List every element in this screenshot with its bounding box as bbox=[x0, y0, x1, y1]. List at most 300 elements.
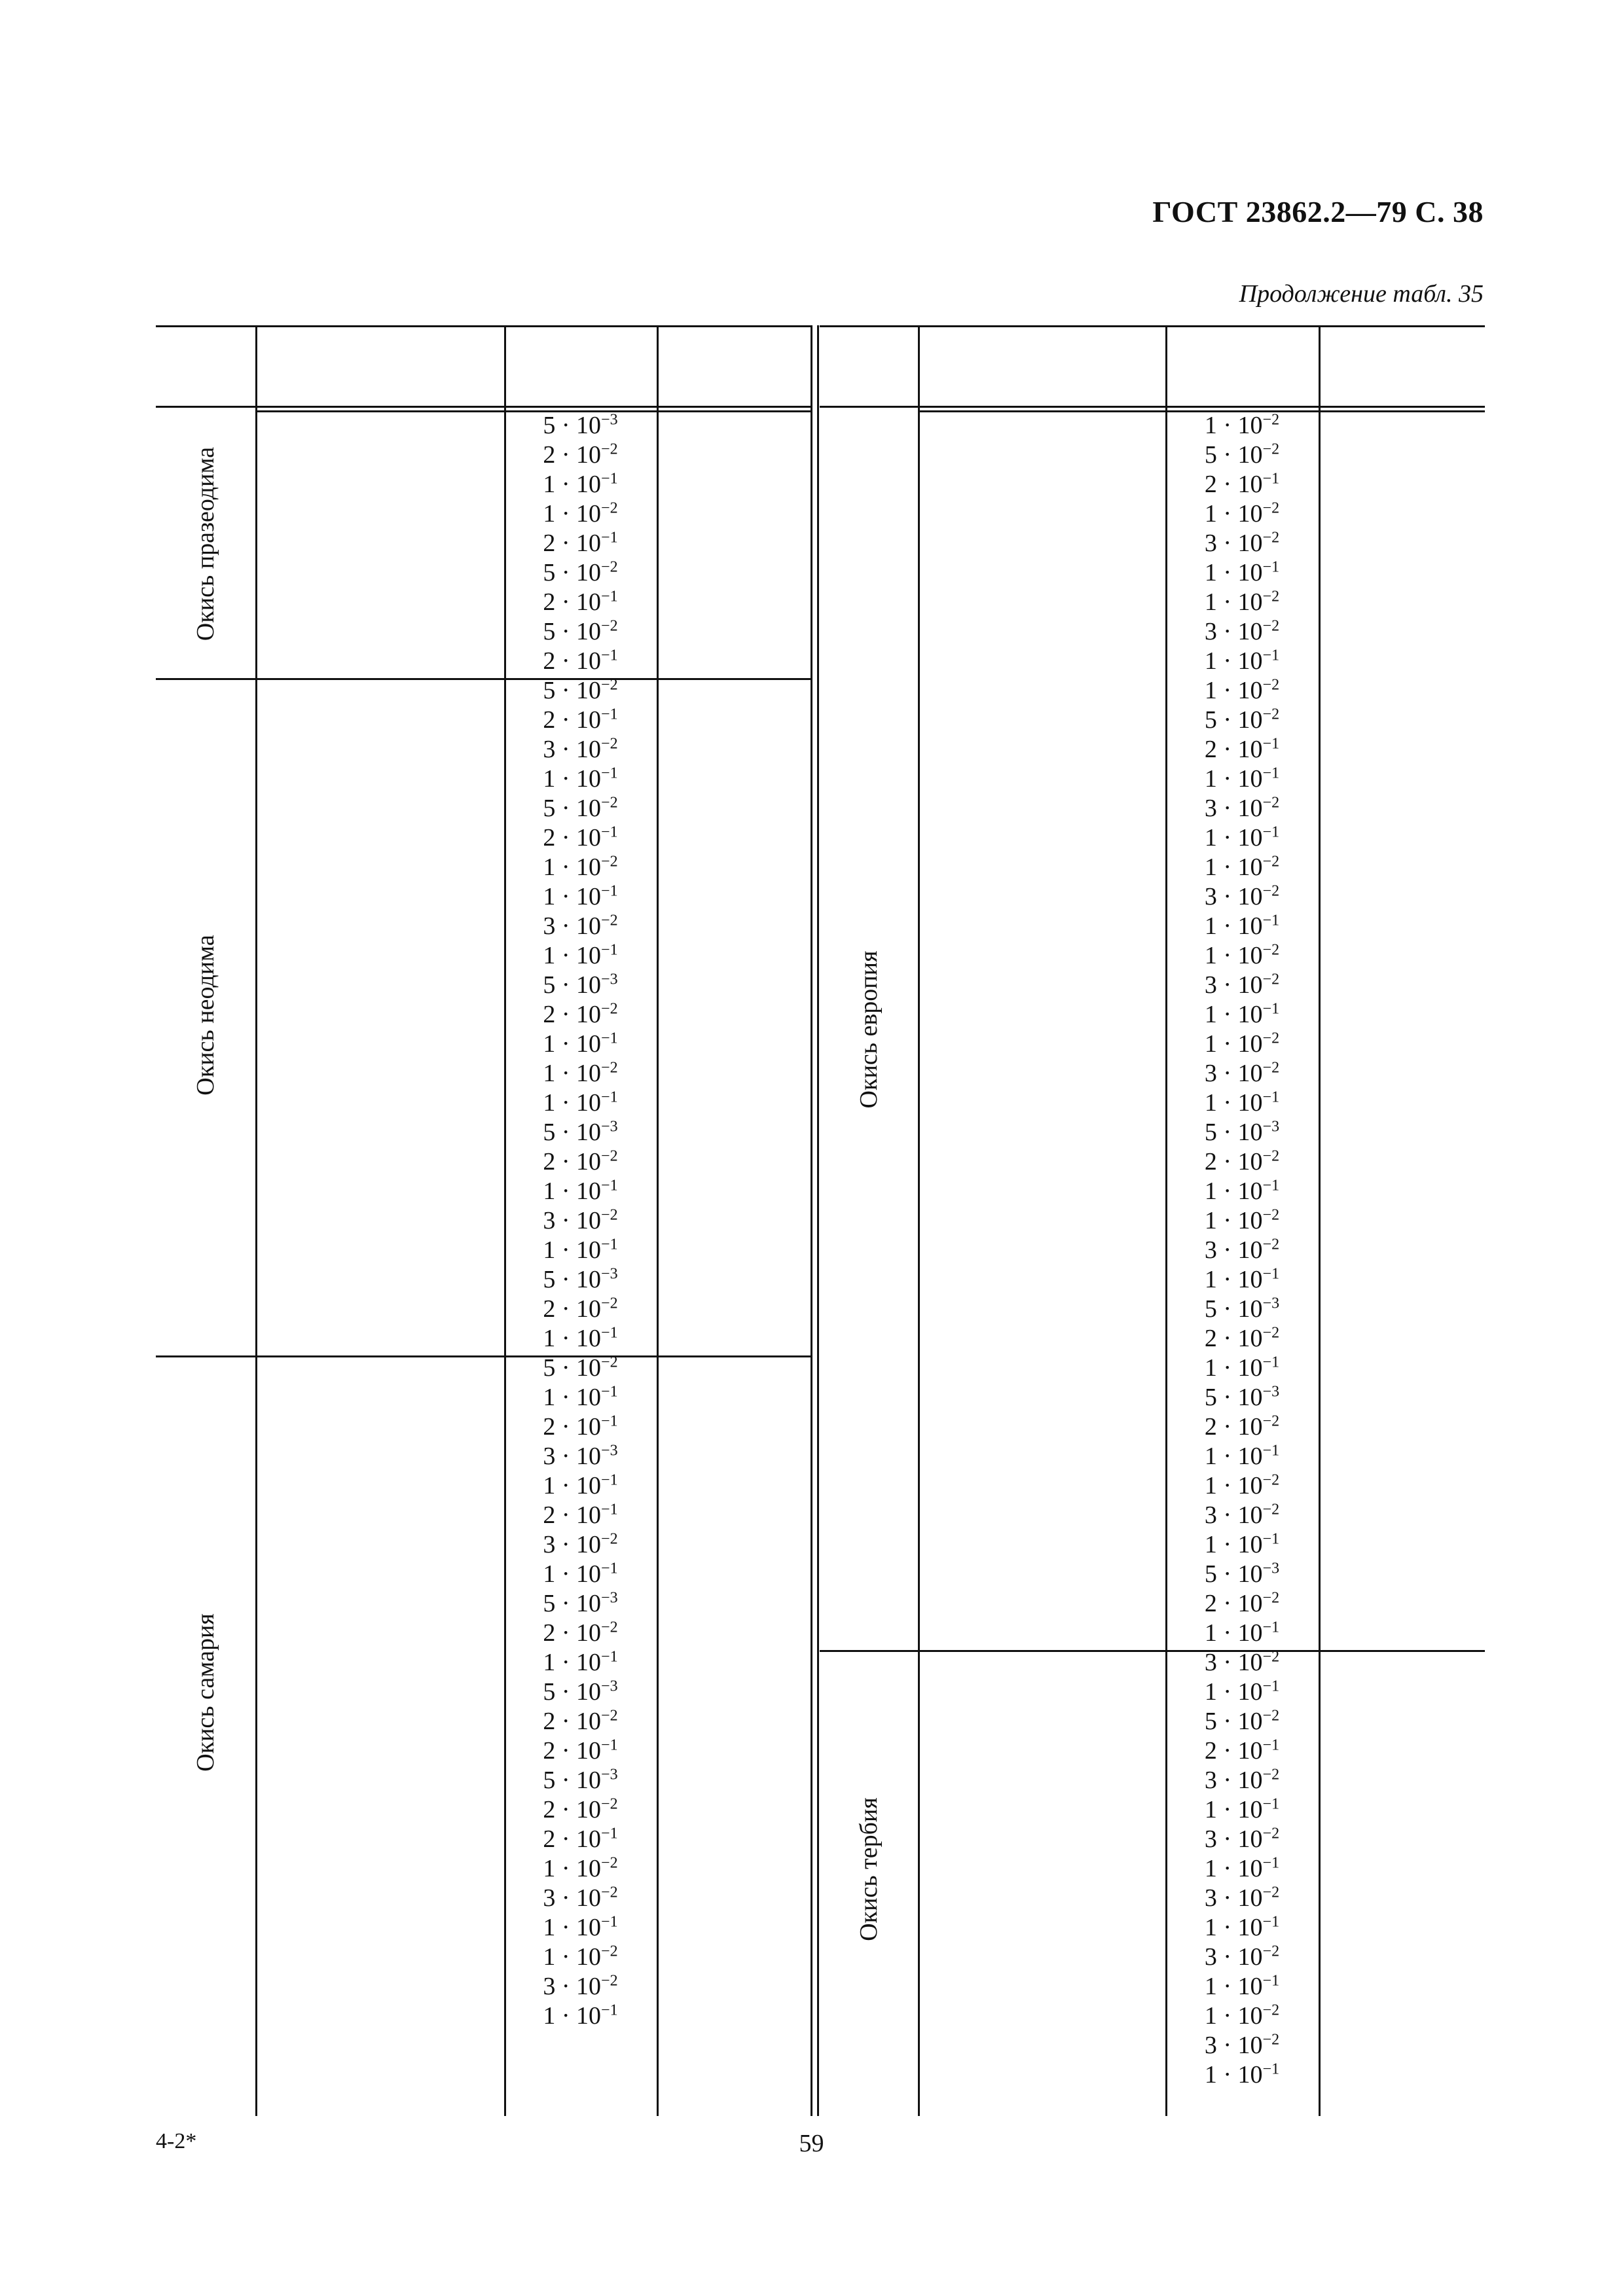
mass-fraction bbox=[1165, 764, 1319, 794]
mass-fraction bbox=[1165, 1648, 1319, 1677]
left-col-rule bbox=[657, 325, 659, 2116]
mass-fraction bbox=[1165, 1442, 1319, 1471]
mass-fraction-base: 5 · 10 bbox=[543, 559, 602, 586]
mass-fraction bbox=[504, 1383, 657, 1412]
mass-fraction-exponent: −2 bbox=[601, 853, 618, 870]
mass-fraction bbox=[504, 411, 657, 440]
mass-fraction bbox=[504, 2001, 657, 2031]
mass-fraction bbox=[504, 1265, 657, 1295]
mass-fraction bbox=[1165, 1677, 1319, 1707]
mass-fraction-exponent: −1 bbox=[601, 1030, 618, 1047]
mass-fraction bbox=[1165, 971, 1319, 1000]
mass-fraction bbox=[504, 440, 657, 470]
mass-fraction bbox=[1165, 794, 1319, 823]
mass-fraction-base: 1 · 10 bbox=[1204, 1089, 1263, 1117]
mass-fraction bbox=[504, 1677, 657, 1707]
mass-fraction-base: 1 · 10 bbox=[543, 1384, 602, 1411]
mass-fraction bbox=[1165, 1147, 1319, 1177]
mass-fraction-exponent: −1 bbox=[601, 1471, 618, 1489]
mass-fraction-exponent: −2 bbox=[1262, 676, 1280, 694]
mass-fraction bbox=[1165, 647, 1319, 676]
page-header: ГОСТ 23862.2—79 С. 38 bbox=[1152, 195, 1484, 228]
mass-fraction-base: 3 · 10 bbox=[1204, 1501, 1263, 1529]
mass-fraction bbox=[1165, 529, 1319, 558]
mass-fraction bbox=[1165, 1265, 1319, 1295]
mass-fraction-base: 5 · 10 bbox=[543, 971, 602, 999]
mass-fraction-base: 5 · 10 bbox=[1204, 441, 1263, 469]
mass-fraction bbox=[1165, 1795, 1319, 1825]
mass-fraction-base: 3 · 10 bbox=[1204, 1767, 1263, 1794]
mass-fraction-base: 2 · 10 bbox=[543, 1708, 602, 1735]
mass-fraction-exponent: −3 bbox=[601, 1589, 618, 1607]
mass-fraction-exponent: −2 bbox=[1262, 499, 1280, 517]
mass-fraction bbox=[504, 1825, 657, 1854]
mass-fraction bbox=[504, 1000, 657, 1030]
base-material-label: Окись европия bbox=[855, 950, 883, 1109]
mass-fraction-exponent: −1 bbox=[601, 1236, 618, 1253]
mass-fraction bbox=[1165, 706, 1319, 735]
mass-fraction-base: 1 · 10 bbox=[1204, 1354, 1263, 1382]
mass-fraction bbox=[504, 1412, 657, 1442]
mass-fraction-exponent: −2 bbox=[1262, 1501, 1280, 1518]
mass-fraction-base: 1 · 10 bbox=[1204, 1855, 1263, 1882]
mass-fraction-exponent: −2 bbox=[601, 1354, 618, 1371]
mass-fraction-exponent: −1 bbox=[1262, 1972, 1280, 1990]
mass-fraction bbox=[504, 1471, 657, 1501]
mass-fraction-exponent: −1 bbox=[1262, 735, 1280, 753]
mass-fraction-exponent: −2 bbox=[601, 1530, 618, 1548]
mass-fraction-exponent: −2 bbox=[1262, 1206, 1280, 1224]
mass-fraction-exponent: −2 bbox=[601, 1000, 618, 1018]
mass-fraction bbox=[504, 1795, 657, 1825]
mass-fraction bbox=[504, 676, 657, 706]
mass-fraction-exponent: −2 bbox=[1262, 1648, 1280, 1666]
left-header-rule bbox=[156, 406, 811, 408]
mass-fraction bbox=[1165, 1619, 1319, 1648]
mass-fraction-exponent: −1 bbox=[1262, 1854, 1280, 1872]
mass-fraction-exponent: −3 bbox=[601, 1118, 618, 1136]
base-material-label: Окись неодима bbox=[192, 934, 219, 1096]
mass-fraction-base: 2 · 10 bbox=[543, 441, 602, 469]
mass-fraction-base: 3 · 10 bbox=[1204, 1884, 1263, 1912]
left-group-separator bbox=[156, 678, 811, 680]
mass-fraction-exponent: −2 bbox=[1262, 617, 1280, 635]
mass-fraction-exponent: −1 bbox=[601, 764, 618, 782]
mass-fraction-exponent: −2 bbox=[1262, 1412, 1280, 1430]
mass-fraction bbox=[1165, 2031, 1319, 2060]
mass-fraction-exponent: −2 bbox=[1262, 1884, 1280, 1901]
mass-fraction bbox=[1165, 912, 1319, 941]
mass-fraction-exponent: −2 bbox=[601, 1972, 618, 1990]
mass-fraction-base: 1 · 10 bbox=[1204, 559, 1263, 586]
mass-fraction-exponent: −3 bbox=[1262, 1295, 1280, 1312]
mass-fraction bbox=[1165, 617, 1319, 647]
mass-fraction bbox=[504, 706, 657, 735]
mass-fraction-exponent: −1 bbox=[1262, 1736, 1280, 1754]
mass-fraction bbox=[1165, 1766, 1319, 1795]
mass-fraction bbox=[1165, 2060, 1319, 2090]
mass-fraction-exponent: −1 bbox=[601, 1383, 618, 1401]
page-number: 59 bbox=[799, 2130, 824, 2157]
mass-fraction-base: 2 · 10 bbox=[543, 1001, 602, 1028]
mass-fraction bbox=[1165, 1972, 1319, 2001]
base-material-label: Окись тербия bbox=[855, 1797, 883, 1941]
mass-fraction-base: 1 · 10 bbox=[1204, 1030, 1263, 1058]
mass-fraction bbox=[504, 1854, 657, 1884]
mass-fraction-base: 5 · 10 bbox=[543, 1354, 602, 1382]
mass-fraction-exponent: −1 bbox=[601, 529, 618, 547]
mass-fraction bbox=[1165, 558, 1319, 588]
mass-fraction bbox=[1165, 1412, 1319, 1442]
mass-fraction-exponent: −1 bbox=[1262, 1177, 1280, 1194]
left-top-rule bbox=[156, 325, 811, 327]
mass-fraction bbox=[1165, 1560, 1319, 1589]
mass-fraction bbox=[504, 1972, 657, 2001]
mass-fraction-exponent: −2 bbox=[1262, 941, 1280, 959]
mass-fraction-base: 1 · 10 bbox=[1204, 412, 1263, 439]
mass-fraction-base: 5 · 10 bbox=[543, 1590, 602, 1617]
mass-fraction-exponent: −1 bbox=[601, 588, 618, 605]
mass-fraction-base: 1 · 10 bbox=[543, 765, 602, 793]
mass-fraction-base: 3 · 10 bbox=[1204, 1825, 1263, 1853]
mass-fraction bbox=[1165, 1000, 1319, 1030]
mass-fraction-exponent: −2 bbox=[601, 1619, 618, 1636]
mass-fraction-base: 5 · 10 bbox=[1204, 706, 1263, 734]
mass-fraction-base: 3 · 10 bbox=[1204, 883, 1263, 910]
mass-fraction-base: 1 · 10 bbox=[543, 1177, 602, 1205]
mass-fraction bbox=[1165, 1118, 1319, 1147]
mass-fraction-base: 5 · 10 bbox=[543, 677, 602, 704]
mass-fraction-base: 2 · 10 bbox=[543, 1295, 602, 1323]
mass-fraction-exponent: −2 bbox=[601, 676, 618, 694]
mass-fraction bbox=[1165, 440, 1319, 470]
mass-fraction-exponent: −1 bbox=[601, 1501, 618, 1518]
mass-fraction-exponent: −2 bbox=[1262, 1471, 1280, 1489]
mass-fraction-base: 1 · 10 bbox=[1204, 1531, 1263, 1558]
mass-fraction-exponent: −2 bbox=[601, 1147, 618, 1165]
mass-fraction bbox=[504, 764, 657, 794]
mass-fraction-base: 1 · 10 bbox=[543, 1325, 602, 1352]
mass-fraction-base: 1 · 10 bbox=[1204, 1914, 1263, 1941]
mass-fraction bbox=[1165, 1354, 1319, 1383]
mass-fraction bbox=[504, 1766, 657, 1795]
mass-fraction-base: 5 · 10 bbox=[543, 1678, 602, 1706]
mass-fraction-exponent: −2 bbox=[601, 558, 618, 576]
mass-fraction bbox=[1165, 1324, 1319, 1354]
mass-fraction bbox=[504, 499, 657, 529]
right-col-header-1 bbox=[918, 331, 1165, 403]
mass-fraction-exponent: −1 bbox=[1262, 2060, 1280, 2078]
mass-fraction-base: 1 · 10 bbox=[1204, 1619, 1263, 1647]
mass-fraction bbox=[504, 735, 657, 764]
mass-fraction-exponent: −1 bbox=[601, 1648, 618, 1666]
mass-fraction-base: 2 · 10 bbox=[543, 706, 602, 734]
mass-fraction bbox=[1165, 411, 1319, 440]
mass-fraction bbox=[504, 794, 657, 823]
mass-fraction-base: 1 · 10 bbox=[543, 1943, 602, 1971]
mass-fraction-base: 3 · 10 bbox=[543, 736, 602, 763]
mass-fraction bbox=[1165, 1088, 1319, 1118]
mass-fraction-exponent: −2 bbox=[1262, 971, 1280, 988]
mass-fraction-exponent: −3 bbox=[601, 971, 618, 988]
mass-fraction-exponent: −2 bbox=[1262, 1059, 1280, 1077]
mass-fraction-exponent: −3 bbox=[601, 1766, 618, 1784]
mass-fraction-base: 1 · 10 bbox=[543, 1030, 602, 1058]
mass-fraction-exponent: −2 bbox=[601, 912, 618, 929]
mass-fraction-exponent: −2 bbox=[1262, 1707, 1280, 1725]
mass-fraction bbox=[1165, 1854, 1319, 1884]
mass-fraction bbox=[1165, 470, 1319, 499]
mass-fraction-exponent: −2 bbox=[601, 440, 618, 458]
mass-fraction-base: 1 · 10 bbox=[1204, 824, 1263, 852]
mass-fraction-base: 1 · 10 bbox=[543, 1560, 602, 1588]
mass-fraction-exponent: −2 bbox=[601, 735, 618, 753]
mass-fraction-exponent: −1 bbox=[1262, 1677, 1280, 1695]
mass-fraction bbox=[1165, 1589, 1319, 1619]
mass-fraction-base: 5 · 10 bbox=[1204, 1560, 1263, 1588]
left-col-header-2 bbox=[504, 331, 657, 403]
mass-fraction bbox=[1165, 1943, 1319, 1972]
mass-fraction-exponent: −2 bbox=[601, 1943, 618, 1960]
right-col-rule bbox=[918, 325, 920, 2116]
mass-fraction-base: 1 · 10 bbox=[543, 500, 602, 528]
right-col-header-3 bbox=[1319, 331, 1485, 403]
mass-fraction-exponent: −3 bbox=[601, 1442, 618, 1460]
mass-fraction-exponent: −2 bbox=[601, 1206, 618, 1224]
mass-fraction-base: 2 · 10 bbox=[1204, 1325, 1263, 1352]
mass-fraction-base: 2 · 10 bbox=[1204, 1148, 1263, 1175]
mass-fraction-exponent: −1 bbox=[1262, 1265, 1280, 1283]
table-caption: Продолжение табл. 35 bbox=[1239, 280, 1484, 308]
mass-fraction-exponent: −2 bbox=[1262, 794, 1280, 812]
mass-fraction bbox=[1165, 499, 1319, 529]
mass-fraction-base: 3 · 10 bbox=[1204, 1943, 1263, 1971]
mass-fraction bbox=[504, 558, 657, 588]
mass-fraction-base: 1 · 10 bbox=[1204, 1678, 1263, 1706]
mass-fraction-exponent: −2 bbox=[1262, 2001, 1280, 2019]
mass-fraction-base: 1 · 10 bbox=[1204, 1443, 1263, 1470]
right-col-header-0 bbox=[820, 331, 918, 403]
mass-fraction-base: 1 · 10 bbox=[543, 1236, 602, 1264]
right-col-rule bbox=[1319, 325, 1321, 2116]
mass-fraction-base: 3 · 10 bbox=[1204, 529, 1263, 557]
mass-fraction-exponent: −2 bbox=[601, 617, 618, 635]
mass-fraction-exponent: −2 bbox=[1262, 529, 1280, 547]
mass-fraction-base: 1 · 10 bbox=[1204, 1001, 1263, 1028]
mass-fraction bbox=[504, 588, 657, 617]
mass-fraction-exponent: −1 bbox=[601, 1825, 618, 1842]
mass-fraction-base: 2 · 10 bbox=[543, 1796, 602, 1823]
mass-fraction-exponent: −2 bbox=[1262, 1825, 1280, 1842]
right-group-separator bbox=[820, 1650, 1485, 1652]
center-divider-b bbox=[817, 325, 819, 2116]
mass-fraction bbox=[1165, 823, 1319, 853]
mass-fraction-base: 3 · 10 bbox=[543, 1207, 602, 1234]
mass-fraction-exponent: −2 bbox=[601, 1854, 618, 1872]
mass-fraction-exponent: −2 bbox=[1262, 411, 1280, 429]
mass-fraction bbox=[504, 1206, 657, 1236]
mass-fraction-exponent: −2 bbox=[1262, 1324, 1280, 1342]
mass-fraction-exponent: −1 bbox=[1262, 1000, 1280, 1018]
mass-fraction bbox=[504, 1501, 657, 1530]
mass-fraction-exponent: −1 bbox=[601, 647, 618, 664]
mass-fraction-exponent: −1 bbox=[1262, 912, 1280, 929]
mass-fraction-base: 3 · 10 bbox=[543, 912, 602, 940]
mass-fraction bbox=[1165, 1501, 1319, 1530]
mass-fraction bbox=[504, 470, 657, 499]
mass-fraction bbox=[504, 941, 657, 971]
mass-fraction-base: 1 · 10 bbox=[1204, 1796, 1263, 1823]
mass-fraction-exponent: −3 bbox=[1262, 1118, 1280, 1136]
mass-fraction bbox=[504, 1943, 657, 1972]
right-col-header-2 bbox=[1165, 331, 1319, 403]
mass-fraction-exponent: −1 bbox=[1262, 470, 1280, 488]
mass-fraction-exponent: −2 bbox=[1262, 1236, 1280, 1253]
mass-fraction-exponent: −2 bbox=[1262, 440, 1280, 458]
mass-fraction-exponent: −2 bbox=[1262, 1589, 1280, 1607]
mass-fraction bbox=[1165, 676, 1319, 706]
mass-fraction-exponent: −2 bbox=[1262, 1030, 1280, 1047]
mass-fraction-exponent: −2 bbox=[1262, 882, 1280, 900]
mass-fraction-base: 5 · 10 bbox=[543, 618, 602, 645]
mass-fraction-base: 1 · 10 bbox=[1204, 2061, 1263, 2089]
mass-fraction-exponent: −2 bbox=[601, 1059, 618, 1077]
mass-fraction-exponent: −1 bbox=[601, 470, 618, 488]
mass-fraction-base: 3 · 10 bbox=[543, 1884, 602, 1912]
mass-fraction bbox=[504, 1324, 657, 1354]
mass-fraction-base: 2 · 10 bbox=[543, 1737, 602, 1765]
mass-fraction bbox=[504, 971, 657, 1000]
mass-fraction-base: 5 · 10 bbox=[1204, 1384, 1263, 1411]
base-material-label: Окись самария bbox=[192, 1613, 219, 1772]
mass-fraction-base: 1 · 10 bbox=[1204, 677, 1263, 704]
mass-fraction-exponent: −1 bbox=[601, 1412, 618, 1430]
mass-fraction-exponent: −1 bbox=[601, 1324, 618, 1342]
mass-fraction-base: 2 · 10 bbox=[543, 529, 602, 557]
mass-fraction-base: 3 · 10 bbox=[1204, 795, 1263, 822]
mass-fraction bbox=[504, 882, 657, 912]
mass-fraction bbox=[504, 529, 657, 558]
mass-fraction-exponent: −1 bbox=[1262, 1795, 1280, 1813]
mass-fraction-exponent: −2 bbox=[1262, 1147, 1280, 1165]
mass-fraction-base: 2 · 10 bbox=[543, 647, 602, 675]
mass-fraction-base: 1 · 10 bbox=[1204, 1472, 1263, 1499]
mass-fraction bbox=[1165, 1206, 1319, 1236]
mass-fraction-exponent: −2 bbox=[1262, 2031, 1280, 2049]
mass-fraction bbox=[1165, 588, 1319, 617]
mass-fraction bbox=[504, 617, 657, 647]
mass-fraction-base: 3 · 10 bbox=[1204, 971, 1263, 999]
mass-fraction bbox=[1165, 1825, 1319, 1854]
mass-fraction-exponent: −1 bbox=[1262, 1913, 1280, 1931]
mass-fraction-exponent: −2 bbox=[601, 499, 618, 517]
mass-fraction-exponent: −1 bbox=[1262, 823, 1280, 841]
left-col-header-1 bbox=[255, 331, 504, 403]
mass-fraction-base: 1 · 10 bbox=[1204, 588, 1263, 616]
mass-fraction bbox=[504, 1560, 657, 1589]
left-group-separator bbox=[156, 1355, 811, 1357]
mass-fraction-base: 2 · 10 bbox=[1204, 736, 1263, 763]
mass-fraction-base: 1 · 10 bbox=[1204, 500, 1263, 528]
mass-fraction-exponent: −3 bbox=[601, 411, 618, 429]
mass-fraction-base: 2 · 10 bbox=[543, 1501, 602, 1529]
mass-fraction-base: 3 · 10 bbox=[1204, 1060, 1263, 1087]
mass-fraction-exponent: −1 bbox=[1262, 1530, 1280, 1548]
mass-fraction bbox=[1165, 1736, 1319, 1766]
mass-fraction-exponent: −1 bbox=[601, 941, 618, 959]
mass-fraction-base: 1 · 10 bbox=[543, 1649, 602, 1676]
mass-fraction bbox=[504, 1236, 657, 1265]
mass-fraction-base: 1 · 10 bbox=[543, 1472, 602, 1499]
mass-fraction bbox=[504, 912, 657, 941]
left-col-header-0 bbox=[156, 331, 255, 403]
mass-fraction-exponent: −2 bbox=[1262, 1943, 1280, 1960]
mass-fraction-base: 3 · 10 bbox=[543, 1531, 602, 1558]
mass-fraction bbox=[504, 1030, 657, 1059]
mass-fraction-exponent: −1 bbox=[601, 882, 618, 900]
mass-fraction bbox=[504, 1913, 657, 1943]
mass-fraction-base: 2 · 10 bbox=[543, 1619, 602, 1647]
mass-fraction-base: 1 · 10 bbox=[543, 1855, 602, 1882]
mass-fraction-exponent: −2 bbox=[601, 1884, 618, 1901]
page-mark: 4-2* bbox=[156, 2129, 197, 2153]
mass-fraction-base: 5 · 10 bbox=[543, 1266, 602, 1293]
mass-fraction-base: 3 · 10 bbox=[1204, 618, 1263, 645]
mass-fraction-exponent: −2 bbox=[601, 1707, 618, 1725]
mass-fraction bbox=[504, 1736, 657, 1766]
mass-fraction-base: 1 · 10 bbox=[1204, 1973, 1263, 2000]
mass-fraction-base: 5 · 10 bbox=[543, 795, 602, 822]
mass-fraction bbox=[504, 1059, 657, 1088]
mass-fraction-exponent: −1 bbox=[1262, 647, 1280, 664]
mass-fraction-base: 2 · 10 bbox=[1204, 1413, 1263, 1441]
mass-fraction bbox=[504, 1530, 657, 1560]
mass-fraction bbox=[1165, 1707, 1319, 1736]
mass-fraction bbox=[504, 1707, 657, 1736]
mass-fraction-base: 5 · 10 bbox=[543, 1767, 602, 1794]
mass-fraction bbox=[504, 823, 657, 853]
mass-fraction-base: 1 · 10 bbox=[543, 942, 602, 969]
mass-fraction-base: 3 · 10 bbox=[1204, 1236, 1263, 1264]
mass-fraction-base: 1 · 10 bbox=[1204, 2002, 1263, 2030]
mass-fraction bbox=[1165, 1177, 1319, 1206]
mass-fraction-exponent: −1 bbox=[601, 1913, 618, 1931]
mass-fraction-exponent: −1 bbox=[1262, 1088, 1280, 1106]
mass-fraction bbox=[1165, 941, 1319, 971]
mass-fraction-exponent: −2 bbox=[601, 1295, 618, 1312]
mass-fraction-base: 1 · 10 bbox=[543, 883, 602, 910]
mass-fraction-base: 3 · 10 bbox=[543, 1443, 602, 1470]
mass-fraction-base: 2 · 10 bbox=[1204, 471, 1263, 498]
mass-fraction-exponent: −2 bbox=[1262, 853, 1280, 870]
mass-fraction bbox=[1165, 1383, 1319, 1412]
mass-fraction-base: 2 · 10 bbox=[543, 1148, 602, 1175]
mass-fraction-exponent: −2 bbox=[1262, 1766, 1280, 1784]
mass-fraction bbox=[504, 1442, 657, 1471]
mass-fraction-base: 2 · 10 bbox=[543, 588, 602, 616]
mass-fraction-exponent: −2 bbox=[601, 1795, 618, 1813]
mass-fraction-base: 2 · 10 bbox=[543, 1825, 602, 1853]
mass-fraction bbox=[1165, 882, 1319, 912]
mass-fraction-base: 1 · 10 bbox=[543, 2002, 602, 2030]
mass-fraction bbox=[504, 1088, 657, 1118]
mass-fraction-base: 5 · 10 bbox=[1204, 1708, 1263, 1735]
mass-fraction-exponent: −1 bbox=[1262, 1619, 1280, 1636]
mass-fraction bbox=[504, 853, 657, 882]
mass-fraction bbox=[504, 1354, 657, 1383]
mass-fraction-exponent: −1 bbox=[601, 706, 618, 723]
mass-fraction-base: 1 · 10 bbox=[1204, 912, 1263, 940]
